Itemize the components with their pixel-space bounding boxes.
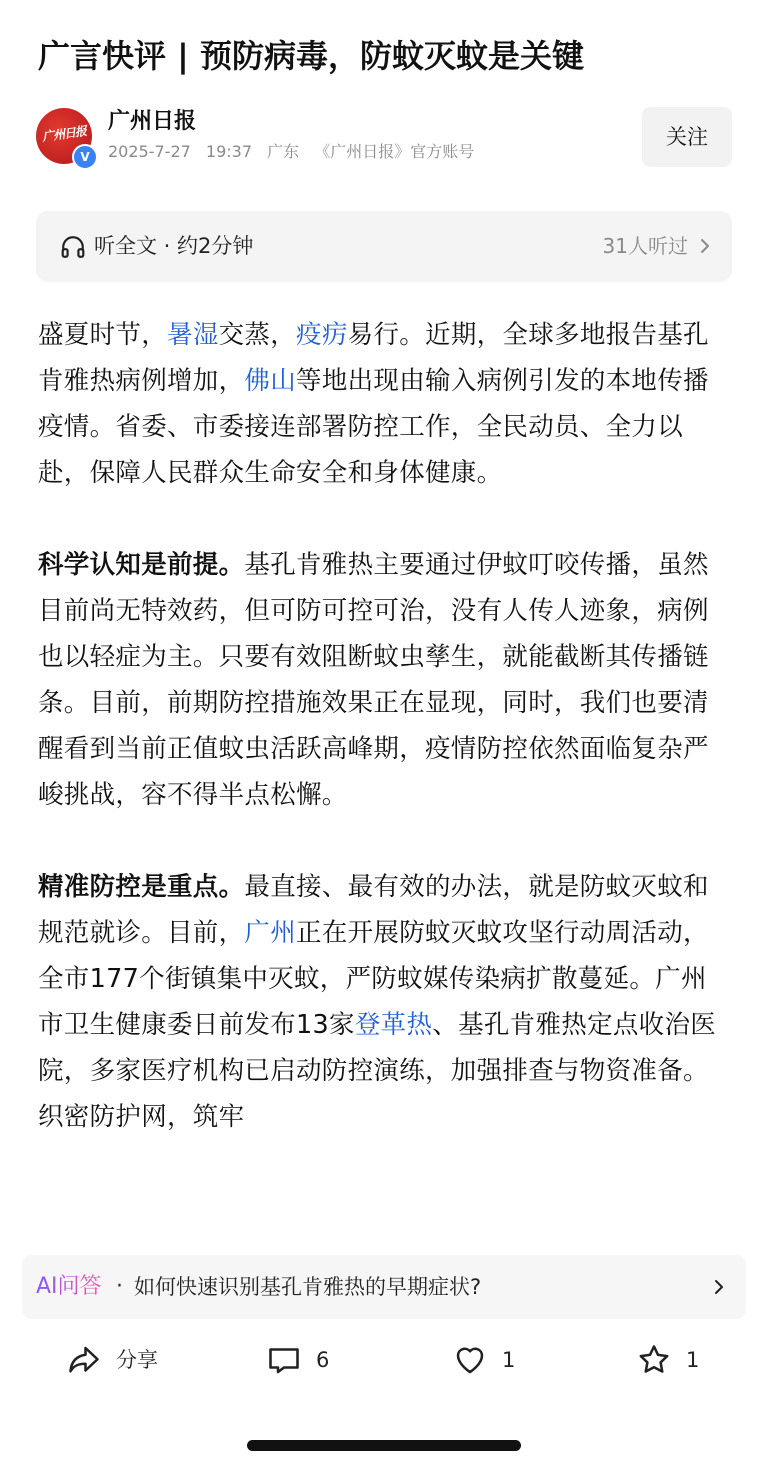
- author-meta: [108, 140, 484, 164]
- ai-qa-question: 如何快速识别基孔肯雅热的早期症状?: [134, 1275, 482, 1299]
- bottom-action-bar: [0, 1328, 768, 1392]
- keyword-link[interactable]: 佛山: [244, 366, 297, 396]
- ai-qa-label: AI问答: [36, 1255, 102, 1319]
- home-indicator[interactable]: [247, 1440, 521, 1451]
- paragraph-text: 易行。近期，全球多地报告基孔肯雅热病例增加，: [38, 320, 709, 396]
- paragraph-text: 盛夏时节，: [38, 320, 168, 350]
- article-paragraph: [38, 312, 726, 496]
- article-paragraph: [38, 542, 726, 818]
- paragraph-lead: 科学认知是前提。: [38, 550, 245, 580]
- heart-icon: [452, 1342, 488, 1378]
- like-button[interactable]: [452, 1328, 532, 1392]
- share-button[interactable]: [66, 1328, 176, 1392]
- publish-region: 广东: [267, 142, 300, 161]
- comment-icon: [266, 1342, 302, 1378]
- article-body: [38, 312, 726, 1245]
- ai-qa-separator: ·: [116, 1274, 123, 1299]
- keyword-link[interactable]: 疫疠: [296, 320, 348, 350]
- paragraph-text: 最直接、最有效的办法，就是防蚊灭蚊和规范就诊。目前，: [38, 872, 709, 948]
- author-row: [36, 106, 732, 168]
- listen-label: 听全文 · 约2分钟: [94, 234, 254, 258]
- chevron-right-icon: [700, 238, 710, 254]
- article-paragraph: [38, 864, 726, 1140]
- like-count: 1: [502, 1348, 516, 1372]
- avatar-logo-text: 广州日报: [41, 124, 87, 144]
- comment-count: 6: [316, 1348, 330, 1372]
- favorite-count: 1: [686, 1348, 700, 1372]
- favorite-button[interactable]: [636, 1328, 716, 1392]
- ai-qa-bar[interactable]: [22, 1255, 746, 1319]
- publish-time: 19:37: [205, 142, 253, 161]
- chevron-right-icon: [714, 1279, 724, 1295]
- avatar[interactable]: [36, 108, 92, 164]
- paragraph-text: 正在开展防蚊灭蚊攻坚行动周活动，全市177个街镇集中灭蚊，严防蚊媒传染病扩散蔓延。广州市卫生健康委日前发布13家: [38, 918, 709, 1040]
- author-name[interactable]: 广州日报: [108, 109, 197, 134]
- keyword-link[interactable]: 广州: [244, 918, 297, 948]
- publish-date: 2025-7-27: [108, 142, 191, 161]
- paragraph-text: 交蒸，: [218, 320, 297, 350]
- paragraph-lead: 精准防控是重点。: [38, 872, 245, 902]
- share-label: 分享: [116, 1348, 158, 1372]
- article-title: 广言快评 | 预防病毒，防蚊灭蚊是关键: [38, 37, 584, 75]
- paragraph-text: 等地出现由输入病例引发的本地传播疫情。省委、市委接连部署防控工作，全民动员、全力以赴，保障人民群众生命安全和身体健康。: [38, 366, 709, 488]
- verified-badge-icon: V: [72, 144, 98, 170]
- share-icon: [66, 1342, 102, 1378]
- follow-button[interactable]: 关注: [642, 107, 732, 167]
- account-type: 《广州日报》官方账号: [314, 142, 475, 161]
- paragraph-text: 、基孔肯雅热定点收治医院，多家医疗机构已启动防控演练，加强排查与物资准备。织密防护网，筑牢: [38, 1010, 717, 1132]
- star-icon: [636, 1342, 672, 1378]
- listen-count: 31人听过: [602, 234, 688, 258]
- paragraph-text: 基孔肯雅热主要通过伊蚊叮咬传播，虽然目前尚无特效药，但可防可控可治，没有人传人迹象，病例也以轻症为主。只要有效阻断蚊虫孳生，就能截断其传播链条。目前，前期防控措施效果正在显现，同时，我们也要清醒看到当前正值蚊虫活跃高峰期，疫情防控依然面临复杂严峻挑战，容不得半点松懈。: [38, 550, 709, 810]
- keyword-link[interactable]: 登革热: [354, 1010, 433, 1040]
- keyword-link[interactable]: 暑湿: [167, 320, 219, 350]
- listen-full-text-bar[interactable]: [36, 211, 732, 282]
- headphone-icon: [60, 234, 86, 260]
- comment-button[interactable]: [266, 1328, 346, 1392]
